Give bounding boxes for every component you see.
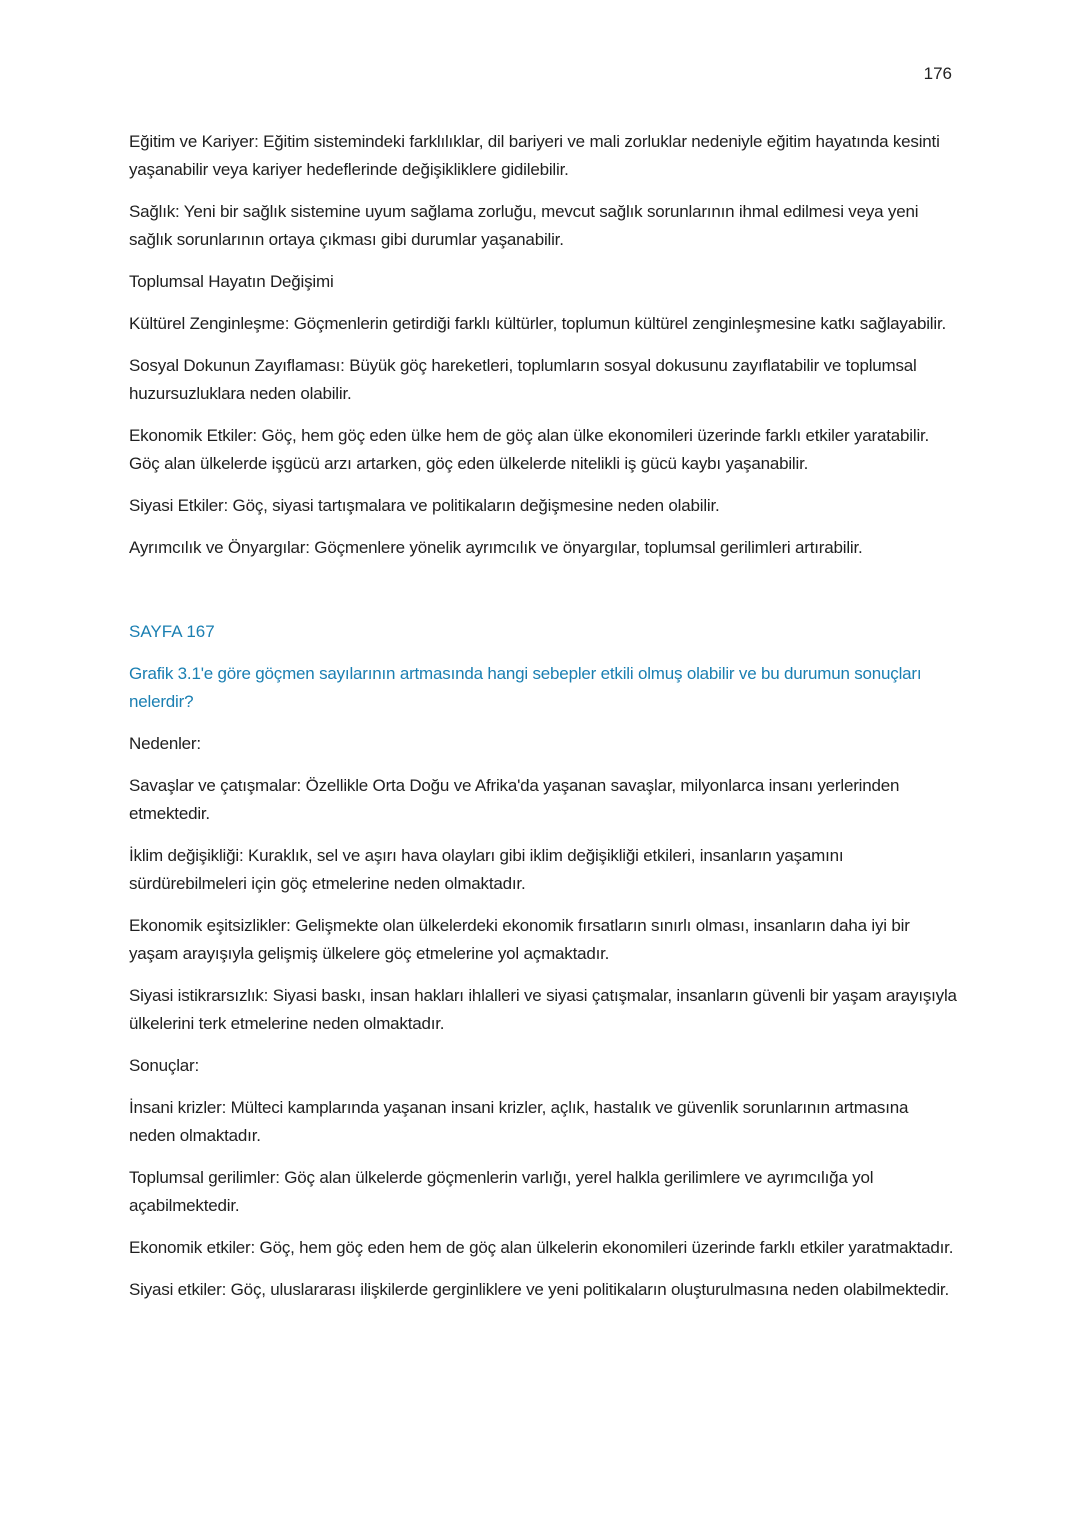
section-heading-social-life: Toplumsal Hayatın Değişimi	[129, 272, 334, 291]
section-spacer	[129, 576, 959, 618]
paragraph-social-fabric: Sosyal Dokunun Zayıflaması: Büyük göç hareketleri, toplumların sosyal dokusunu zayıflatabilir ve toplumsal huzursuzluklara neden olabilir.	[129, 356, 917, 403]
question-text: Grafik 3.1'e göre göçmen sayılarının artmasında hangi sebepler etkili olmuş olabilir ve bu durumun sonuçları nelerdir?	[129, 664, 922, 711]
page-reference: SAYFA 167	[129, 622, 215, 641]
cause-political-instability: Siyasi istikrarsızlık: Siyasi baskı, insan hakları ihlalleri ve siyasi çatışmalar, insanların güvenli bir yaşam arayışıyla ülkelerini terk etmelerine neden olmaktadır.	[129, 986, 957, 1033]
page-number: 176	[923, 64, 952, 83]
result-economic-effects: Ekonomik etkiler: Göç, hem göç eden hem de göç alan ülkelerin ekonomileri üzerinde farklı etkiler yaratmaktadır.	[129, 1238, 954, 1257]
paragraph-education-career: Eğitim ve Kariyer: Eğitim sistemindeki farklılıklar, dil bariyeri ve mali zorluklar nedeniyle eğitim hayatında kesinti yaşanabilir veya kariyer hedeflerinde değişikliklere gidilebilir.	[129, 132, 940, 179]
paragraph-cultural-enrichment: Kültürel Zenginleşme: Göçmenlerin getirdiği farklı kültürler, toplumun kültürel zenginleşmesine katkı sağlayabilir.	[129, 314, 947, 333]
results-label: Sonuçlar:	[129, 1056, 200, 1075]
cause-economic-inequality: Ekonomik eşitsizlikler: Gelişmekte olan ülkelerdeki ekonomik fırsatların sınırlı olması, insanların daha iyi bir yaşam arayışıyla gelişmiş ülkelere göç etmelerine yol açmaktadır.	[129, 916, 910, 963]
cause-climate-change: İklim değişikliği: Kuraklık, sel ve aşırı hava olayları gibi iklim değişikliği etkileri, insanların yaşamını sürdürebilmeleri için göç etmelerine neden olmaktadır.	[129, 846, 844, 893]
paragraph-economic-effects: Ekonomik Etkiler: Göç, hem göç eden ülke hem de göç alan ülke ekonomileri üzerinde farklı etkiler yaratabilir. Göç alan ülkelerde işgücü arzı artarken, göç eden ülkelerde nitelikli iş gücü kaybı yaşanabilir.	[129, 426, 930, 473]
result-social-tensions: Toplumsal gerilimler: Göç alan ülkelerde göçmenlerin varlığı, yerel halkla gerilimlere ve ayrımcılığa yol açabilmektedir.	[129, 1168, 874, 1215]
result-political-effects: Siyasi etkiler: Göç, uluslararası ilişkilerde gerginliklere ve yeni politikaların oluşturulmasına neden olabilmektedir.	[129, 1280, 949, 1299]
cause-wars: Savaşlar ve çatışmalar: Özellikle Orta Doğu ve Afrika'da yaşanan savaşlar, milyonlarca insanı yerlerinden etmektedir.	[129, 776, 900, 823]
paragraph-discrimination: Ayrımcılık ve Önyargılar: Göçmenlere yönelik ayrımcılık ve önyargılar, toplumsal gerilimleri artırabilir.	[129, 538, 863, 557]
paragraph-health: Sağlık: Yeni bir sağlık sistemine uyum sağlama zorluğu, mevcut sağlık sorunlarının ihmal edilmesi veya yeni sağlık sorunlarının ortaya çıkması gibi durumlar yaşanabilir.	[129, 202, 919, 249]
causes-label: Nedenler:	[129, 734, 201, 753]
page-content	[129, 128, 959, 1318]
paragraph-political-effects: Siyasi Etkiler: Göç, siyasi tartışmalara ve politikaların değişmesine neden olabilir.	[129, 496, 720, 515]
result-humanitarian-crises: İnsani krizler: Mülteci kamplarında yaşanan insani krizler, açlık, hastalık ve güvenlik sorunlarının artmasına neden olmaktadır.	[129, 1098, 909, 1145]
